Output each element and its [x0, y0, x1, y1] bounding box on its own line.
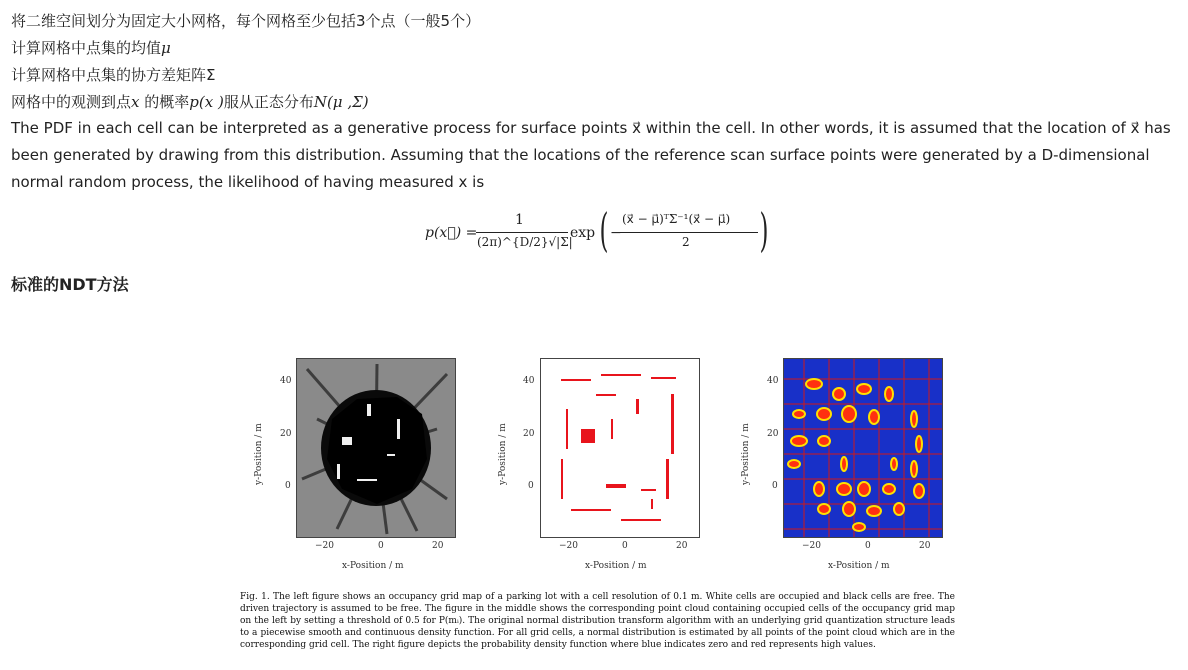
- x-tick: 0: [622, 541, 628, 551]
- y-tick: 0: [285, 481, 291, 491]
- pdf-plot: [783, 358, 943, 538]
- y-tick: 40: [767, 376, 779, 386]
- y-tick: 0: [772, 481, 778, 491]
- point-cloud-plot: [540, 358, 700, 538]
- text-line-3: 计算网格中点集的协方差矩阵Σ: [11, 66, 216, 84]
- y-tick: 20: [767, 429, 779, 439]
- y-tick: 0: [528, 481, 534, 491]
- y-tick: 20: [523, 429, 535, 439]
- x-tick: 0: [378, 541, 384, 551]
- text-line-1: 将二维空间划分为固定大小网格，每个网格至少包括3个点（一般5个）: [11, 12, 481, 30]
- pdf-formula: p(x⃗) = 1 (2π)^{D/2}√|Σ| exp ( − (x⃗ − μ⃗)ᵀΣ⁻¹(x⃗ − μ⃗) 2 ): [425, 203, 769, 257]
- x-axis-label: x-Position / m: [585, 561, 647, 571]
- y-tick: 40: [523, 376, 535, 386]
- x-tick: 0: [865, 541, 871, 551]
- y-axis-label: y-Position / m: [498, 423, 508, 485]
- x-axis-label: x-Position / m: [828, 561, 890, 571]
- paragraph: The PDF in each cell can be interpreted as a generative process for surface points x⃗ within the cell. In other words, it is assumed that the location of x⃗ has been generated by drawing from this distribution. Assuming that the locations of the reference scan surface points were generated by a D-dimensional normal random process, the likelihood of having measured x is: [11, 119, 1171, 191]
- x-tick: 20: [676, 541, 688, 551]
- x-tick: −20: [802, 541, 821, 551]
- text-line-4: 网格中的观测到点x 的概率p(x )服从正态分布N(μ ,Σ): [11, 93, 369, 111]
- x-axis-label: x-Position / m: [342, 561, 404, 571]
- section-heading: 标准的NDT方法: [11, 275, 129, 294]
- x-tick: −20: [315, 541, 334, 551]
- occupancy-grid-plot: [296, 358, 456, 538]
- x-tick: 20: [919, 541, 931, 551]
- y-axis-label: y-Position / m: [741, 423, 751, 485]
- y-tick: 40: [280, 376, 292, 386]
- text-line-2: 计算网格中点集的均值μ: [11, 39, 171, 57]
- y-axis-label: y-Position / m: [254, 423, 264, 485]
- y-tick: 20: [280, 429, 292, 439]
- x-tick: −20: [559, 541, 578, 551]
- figure-caption: Fig. 1. The left figure shows an occupancy grid map of a parking lot with a cell resolution of 0.1 m. White cells are occupied and black cells are free. The driven trajectory is assumed to be free. The figure in the middle shows the corresponding point cloud containing occupied cells of the occupancy grid map on the left by setting a threshold of 0.5 for P(mᵢ). The original normal distribution transform algorithm with an underlying grid quantization structure leads to a piecewise smooth and continuous density function. For all grid cells, a normal distribution is estimated by all points of the point cloud which are in the corresponding grid cell. The right figure depicts the probability density function where blue indicates zero and red represents high values.: [240, 592, 955, 650]
- x-tick: 20: [432, 541, 444, 551]
